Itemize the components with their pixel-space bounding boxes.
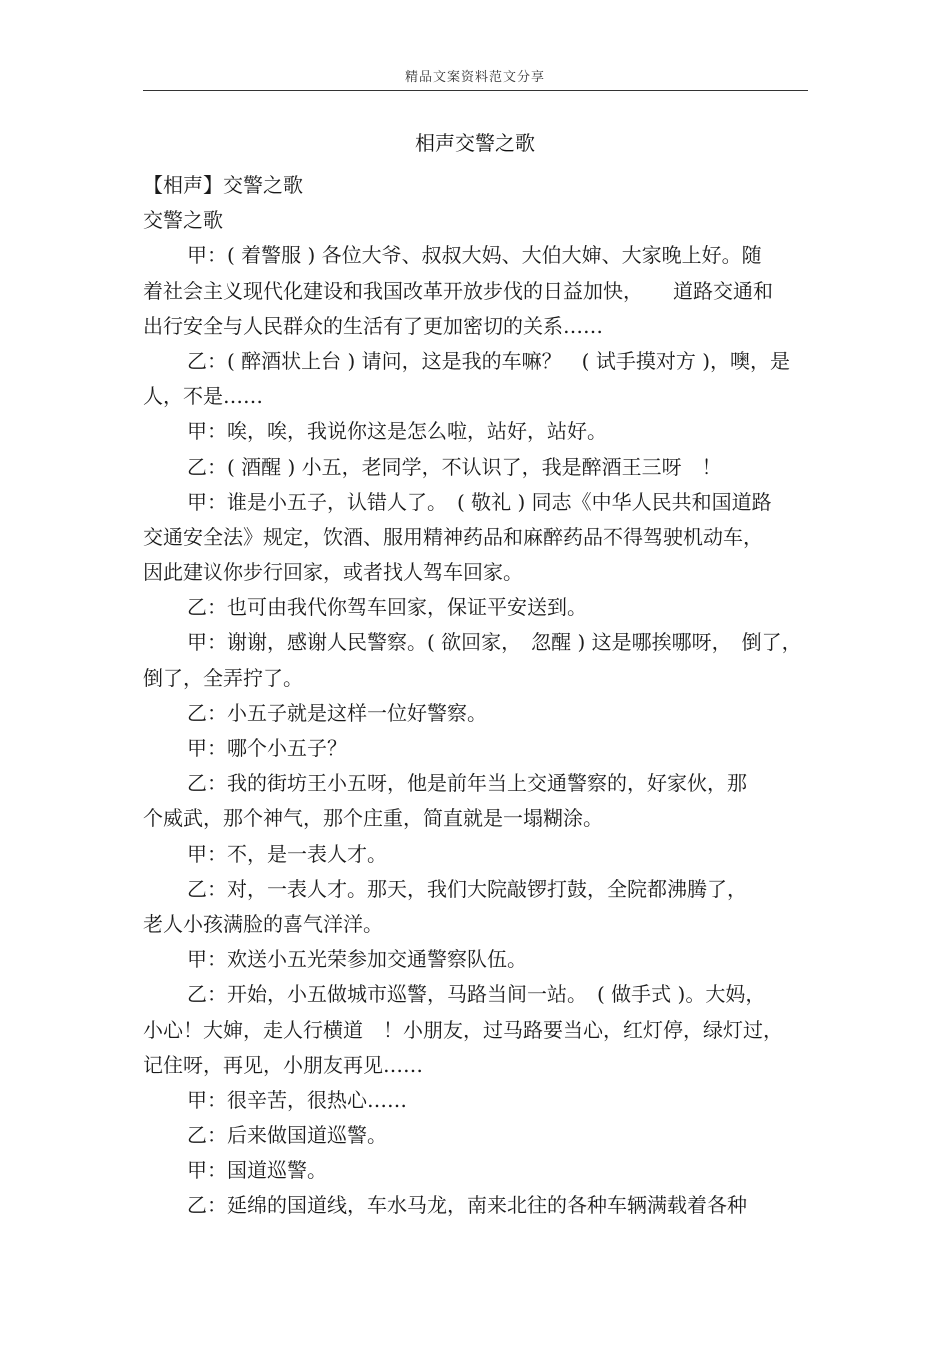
text-line: 甲：( 着警服 ) 各位大爷、叔叔大妈、大伯大婶、大家晚上好。随 xyxy=(187,243,762,268)
text-line: 甲：国道巡警。 xyxy=(187,1158,327,1183)
text-line: 因此建议你步行回家，或者找人驾车回家。 xyxy=(143,560,523,585)
text-line: 甲：谁是小五子，认错人了。 ( 敬礼 ) 同志《中华人民共和国道路 xyxy=(187,489,772,514)
text-line: 乙：我的街坊王小五呀，他是前年当上交通警察的，好家伙，那 xyxy=(187,771,747,796)
text-line: 交通安全法》规定，饮酒、服用精神药品和麻醉药品不得驾驶机动车， xyxy=(143,524,763,549)
text-line: 乙：也可由我代你驾车回家，保证平安送到。 xyxy=(187,595,587,620)
text-line: 乙：小五子就是这样一位好警察。 xyxy=(187,700,487,725)
text-line: 倒了，全弄拧了。 xyxy=(143,665,303,690)
text-line: 老人小孩满脸的喜气洋洋。 xyxy=(143,911,383,936)
text-line: 记住呀，再见，小朋友再见…… xyxy=(143,1052,423,1077)
text-line: 甲：不，是一表人才。 xyxy=(187,841,387,866)
page-header: 精品文案资料范文分享 xyxy=(404,70,545,85)
text-line: 乙：开始，小五做城市巡警，马路当间一站。 ( 做手式 )。大妈， xyxy=(187,982,766,1007)
header-divider xyxy=(143,90,808,91)
text-line: 乙：对，一表人才。那天，我们大院敲锣打鼓，全院都沸腾了， xyxy=(187,876,747,901)
text-line: 着社会主义现代化建设和我国改革开放步伐的日益加快， 道路交通和 xyxy=(143,278,773,303)
text-line: 人，不是…… xyxy=(143,384,263,409)
text-line: 乙：延绵的国道线，车水马龙，南来北往的各种车辆满载着各种 xyxy=(187,1193,747,1218)
text-line: 出行安全与人民群众的生活有了更加密切的关系…… xyxy=(143,313,603,338)
text-line: 小心！大婶，走人行横道 ！小朋友，过马路要当心，红灯停，绿灯过， xyxy=(143,1017,783,1042)
text-line: 甲：很辛苦，很热心…… xyxy=(187,1087,407,1112)
text-line: 甲：哪个小五子？ xyxy=(187,736,347,760)
text-line: 交警之歌 xyxy=(143,208,223,233)
text-line: 乙：( 酒醒 ) 小五，老同学，不认识了，我是醉酒王三呀 ！ xyxy=(187,454,722,479)
text-line: 个威武，那个神气，那个庄重，简直就是一塌糊涂。 xyxy=(143,806,603,831)
text-line: 甲：欢送小五光荣参加交通警察队伍。 xyxy=(187,947,527,972)
text-line: 【相声】交警之歌 xyxy=(143,173,303,197)
text-line: 甲：唉，唉，我说你这是怎么啦，站好，站好。 xyxy=(187,419,607,444)
document-title: 相声交警之歌 xyxy=(415,131,535,155)
text-line: 乙：后来做国道巡警。 xyxy=(187,1123,387,1148)
document-body xyxy=(143,168,808,1224)
text-line: 甲：谢谢，感谢人民警察。( 欲回家， 忽醒 ) 这是哪挨哪呀， 倒了， xyxy=(187,630,802,655)
text-line: 乙：( 醉酒状上台 ) 请问，这是我的车嘛？ ( 试手摸对方 )，噢，是 xyxy=(187,348,790,373)
